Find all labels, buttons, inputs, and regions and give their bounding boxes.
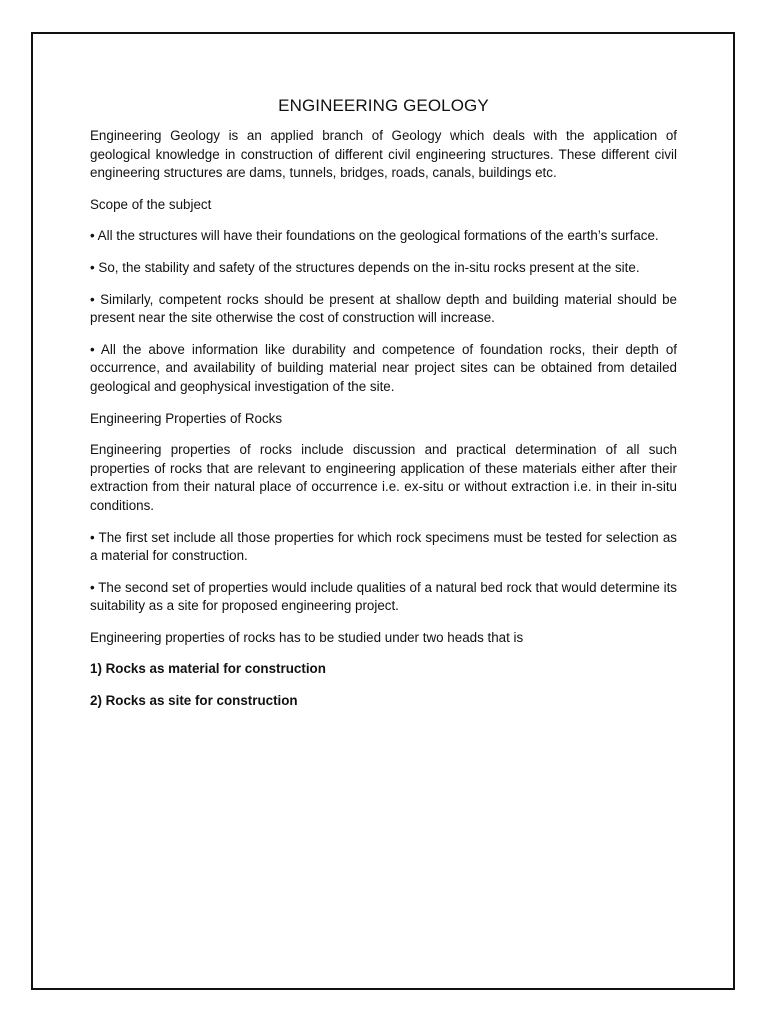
properties-intro-paragraph: Engineering properties of rocks include discussion and practical determination of all such properties of rocks that are relevant to engineering application of these materials either after their extraction from their natural place of occurrence i.e. ex-situ or without extraction i.e. in their in-situ conditions. xyxy=(90,442,677,513)
head-item-2: 2) Rocks as site for construction xyxy=(90,693,298,709)
scope-bullet-4: • All the above information like durability and competence of foundation rocks, their depth of occurrence, and availability of building material near project sites can be obtained from detailed geological and geophysical investigation of the site. xyxy=(90,341,677,394)
head-item-1: 1) Rocks as material for construction xyxy=(90,661,326,677)
document-body xyxy=(90,95,677,724)
scope-bullet-3: • Similarly, competent rocks should be present at shallow depth and building material should be present near the site otherwise the cost of construction will increase. xyxy=(90,291,677,326)
properties-bullet-1: • The first set include all those properties for which rock specimens must be tested for selection as a material for construction. xyxy=(90,529,677,564)
properties-heading: Engineering Properties of Rocks xyxy=(90,410,283,426)
intro-paragraph: Engineering Geology is an applied branch of Geology which deals with the application of geological knowledge in construction of different civil engineering structures. These different civil engineering structures are dams, tunnels, bridges, roads, canals, buildings etc. xyxy=(90,128,677,181)
document-title: ENGINEERING GEOLOGY xyxy=(278,96,489,115)
scope-heading: Scope of the subject xyxy=(90,196,212,212)
heads-intro: Engineering properties of rocks has to be studied under two heads that is xyxy=(90,629,524,645)
properties-bullet-2: • The second set of properties would include qualities of a natural bed rock that would determine its suitability as a site for proposed engineering project. xyxy=(90,579,677,614)
scope-bullet-2: • So, the stability and safety of the structures depends on the in-situ rocks present at the site. xyxy=(90,259,640,275)
scope-bullet-1: • All the structures will have their foundations on the geological formations of the earth’s surface. xyxy=(90,228,659,244)
